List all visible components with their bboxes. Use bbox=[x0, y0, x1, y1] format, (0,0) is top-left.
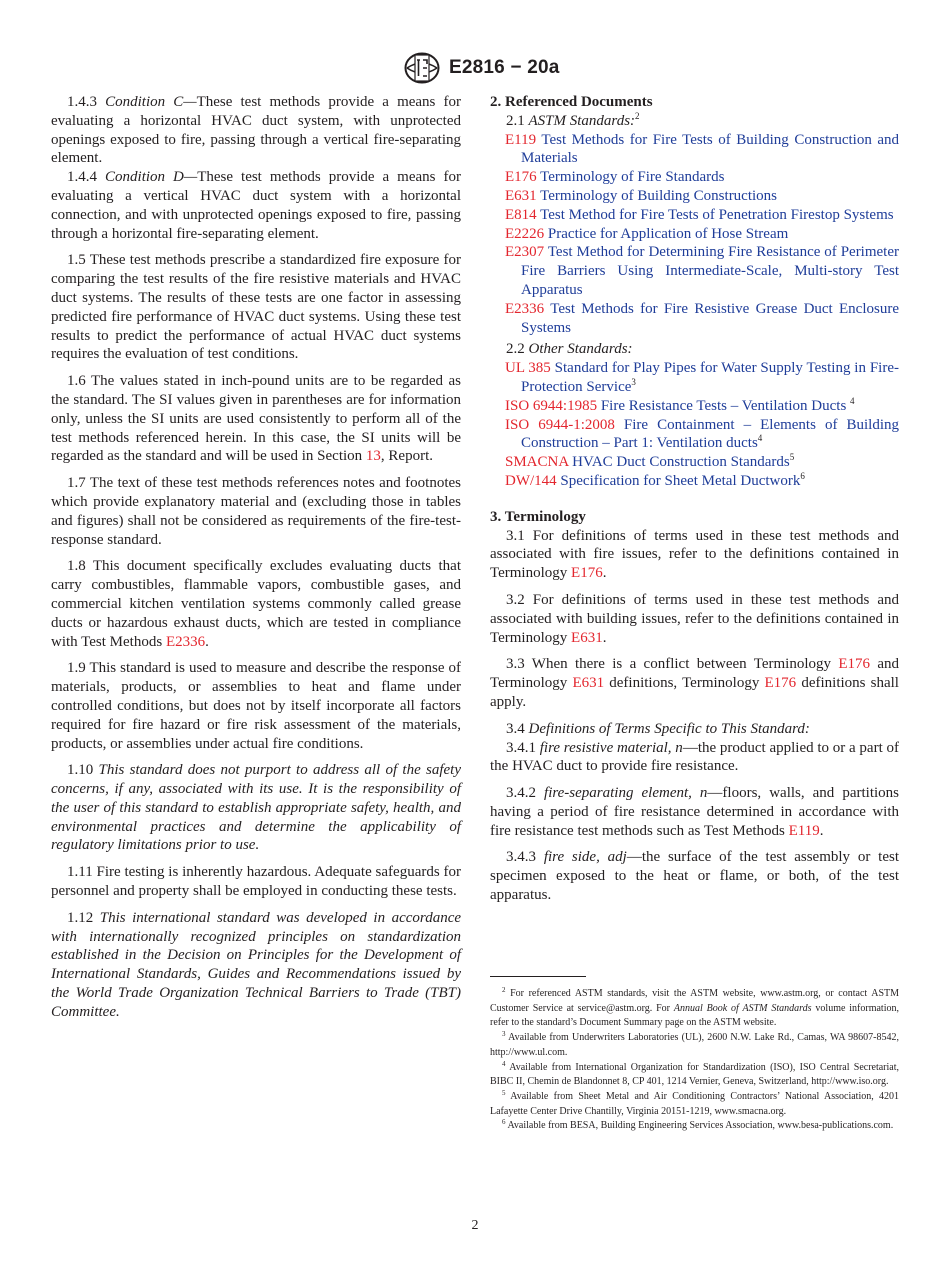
paragraph-1-7: 1.7 The text of these test methods references notes and footnotes which provide explanatory material and (excluding those in tables and figures) shall not be considered as requirements of the fire-test-response standard. bbox=[51, 475, 461, 548]
other-reference-list bbox=[490, 359, 899, 491]
footnote-3: $^3$ Available from Underwriters Laboratories (UL), 2600 N.W. Lake Rd., Camas, WA 98607-8542, http://www.ul.com. bbox=[490, 1030, 899, 1058]
paragraph-1-4-3: 1.4.3 Condition C—These test methods provide a means for evaluating a horizontal HVAC duct system, with unprotected openings exposed to fire, passing through a vertical fire-separating element. bbox=[51, 94, 461, 167]
reference-item[interactable]: ISO 6944:1985 Fire Resistance Tests – Ventilation Ducts $^4$ bbox=[505, 395, 855, 414]
footnote-5: $^5$ Available from Sheet Metal and Air Conditioning Contractors’ National Association, 4201 Lafayette Center Drive Chantilly, Virginia 20151-1219, www.smacna.org. bbox=[490, 1088, 899, 1117]
page-header bbox=[0, 52, 950, 86]
section-2-heading: 2. Referenced Documents bbox=[490, 94, 653, 110]
reference-item[interactable]: E119 Test Methods for Fire Tests of Building Construction and Materials bbox=[505, 131, 900, 167]
reference-item[interactable]: E2336 Test Methods for Fire Resistive Grease Duct Enclosure Systems bbox=[505, 300, 899, 336]
footnote-divider bbox=[490, 976, 586, 977]
paragraph-1-4-4: 1.4.4 Condition D—These test methods provide a means for evaluating a vertical HVAC duct system with a horizontal connection, and with unprotected openings exposed to fire, passing through a horizontal fire-separating element. bbox=[51, 169, 462, 242]
paragraph-1-5: 1.5 These test methods prescribe a standardized fire exposure for comparing the test results of the fire resistive materials and HVAC duct systems. The results of these tests are one factor in assessing predicted fire performance of HVAC duct systems. Using these test results to predict the performance of actual HVAC duct systems requires the evaluation of test conditions. bbox=[51, 252, 461, 363]
reference-item[interactable]: ISO 6944-1:2008 Fire Containment – Elements of Building Construction – Part 1: Ventilation ducts$^4$ bbox=[505, 416, 899, 452]
section-3-heading: 3. Terminology bbox=[490, 508, 586, 525]
paragraph-3-4-2: 3.4.2 fire-separating element, n—floors, walls, and partitions having a period of fire resistance determined in accordance with fire resistance test methods such as Test Methods E119. bbox=[490, 785, 899, 839]
left-column bbox=[51, 93, 461, 1022]
e119-link[interactable]: E119 bbox=[788, 822, 820, 839]
footnote-2: $^2$ For referenced ASTM standards, visit the ASTM website, www.astm.org, or contact ASTM Customer Service at service@astm.org. For Annual Book of ASTM Standards volume information, refer to the standard’s Document Summary page on the ASTM website. bbox=[490, 986, 900, 1029]
reference-item[interactable]: E631 Terminology of Building Constructions bbox=[505, 187, 778, 204]
footnote-4: $^4$ Available from International Organization for Standardization (ISO), ISO Central Secretariat, BIBC II, Chemin de Blandonnet 8, CP 401, 1214 Vernier, Geneva, Switzerland, http://www.iso.org. bbox=[490, 1059, 900, 1088]
paragraph-3-4-3: 3.4.3 fire side, adj—the surface of the test assembly or test specimen exposed to the heat or flame, or both, of the test apparatus. bbox=[490, 849, 899, 904]
paragraph-1-8: 1.8 This document specifically excludes evaluating ducts that carry combustibles, flammable vapors, combustible gases, and commercial kitchen ventilation systems commonly called grease ducts or hazardous exhaust ducts, which are tested in compliance with Test Methods E2336. bbox=[51, 558, 461, 650]
paragraph-3-4-1: 3.4.1 fire resistive material, n—the product applied to or a part of the HVAC duct to provide fire resistance. bbox=[490, 739, 900, 775]
other-standards-heading: 2.2 Other Standards: bbox=[506, 341, 633, 358]
reference-item[interactable]: UL 385 Standard for Play Pipes for Water Supply Testing in Fire-Protection Service$^3$ bbox=[505, 360, 899, 395]
paragraph-1-6: 1.6 The values stated in inch-pound units are to be regarded as the standard. The SI values given in parentheses are for information only, unless the SI units are used consistently to perform all of the test methods referenced herein. In this case, the SI units will be regarded as the standard and will be used in Section 13, Report. bbox=[51, 373, 461, 465]
paragraph-1-9: 1.9 This standard is used to measure and describe the response of materials, products, or assemblies to heat and flame under controlled conditions, but does not by itself incorporate all factors required for fire hazard or fire risk assessment of the materials, products, or assemblies under actual fire conditions. bbox=[51, 660, 461, 752]
page-number: 2 bbox=[471, 1218, 479, 1233]
e176-link[interactable]: E176 bbox=[571, 565, 603, 582]
reference-item[interactable]: E814 Test Method for Fire Tests of Penetration Firestop Systems bbox=[505, 206, 894, 223]
e631-link[interactable]: E631 bbox=[571, 629, 603, 646]
astm-logo-icon bbox=[404, 52, 440, 84]
right-column bbox=[490, 93, 899, 905]
footnote-6: $^6$ Available from BESA, Building Engineering Services Association, www.besa-publications.com. bbox=[502, 1118, 894, 1132]
reference-item[interactable]: E2307 Test Method for Determining Fire Resistance of Perimeter Fire Barriers Using Intermediate-Scale, Multi-story Test Apparatus bbox=[505, 244, 899, 298]
e2336-link[interactable]: E2336 bbox=[165, 633, 206, 650]
reference-item[interactable]: DW/144 Specification for Sheet Metal Ductwork$^6$ bbox=[505, 470, 805, 489]
paragraph-1-11: 1.11 Fire testing is inherently hazardous. Adequate safeguards for personnel and property shall be employed in conducting these tests. bbox=[51, 864, 461, 900]
reference-item[interactable]: E2226 Practice for Application of Hose Stream bbox=[505, 225, 789, 242]
paragraph-3-1: 3.1 For definitions of terms used in these test methods and associated with fire issues, refer to the definitions contained in Terminology E176. bbox=[490, 527, 899, 582]
footnotes bbox=[490, 987, 899, 1134]
reference-item[interactable]: E176 Terminology of Fire Standards bbox=[505, 169, 725, 186]
astm-standards-heading: 2.1 ASTM Standards:$^2$ bbox=[506, 110, 640, 129]
e176-link[interactable]: E176 bbox=[838, 656, 870, 673]
section-13-link[interactable]: 13 bbox=[365, 448, 381, 465]
paragraph-3-4: 3.4 Definitions of Terms Specific to This Standard: bbox=[506, 720, 810, 737]
paragraph-3-3: 3.3 When there is a conflict between Terminology E176 and Terminology E631 definitions, Terminology E176 definitions shall apply. bbox=[490, 656, 899, 710]
e631-link[interactable]: E631 bbox=[572, 675, 605, 692]
paragraph-1-12: 1.12 This international standard was developed in accordance with internationally recognized principles on standardization established in the Decision on Principles for the Development of International Standards, Guides and Recommendations issued by the World Trade Organization Technical Barriers to Trade (TBT) Committee. bbox=[51, 909, 462, 1020]
document-designation: E2816 − 20a bbox=[449, 57, 560, 78]
e176-link[interactable]: E176 bbox=[764, 675, 797, 692]
astm-reference-list bbox=[490, 131, 899, 338]
paragraph-3-2: 3.2 For definitions of terms used in these test methods and associated with building issues, refer to the definitions contained in Terminology E631. bbox=[490, 591, 899, 646]
reference-item[interactable]: SMACNA HVAC Duct Construction Standards$^5$ bbox=[505, 452, 795, 471]
paragraph-1-10: 1.10 This standard does not purport to address all of the safety concerns, if any, associated with its use. It is the responsibility of the user of this standard to establish appropriate safety, health, and environmental practices and determine the applicability of regulatory limitations prior to use. bbox=[51, 762, 462, 854]
